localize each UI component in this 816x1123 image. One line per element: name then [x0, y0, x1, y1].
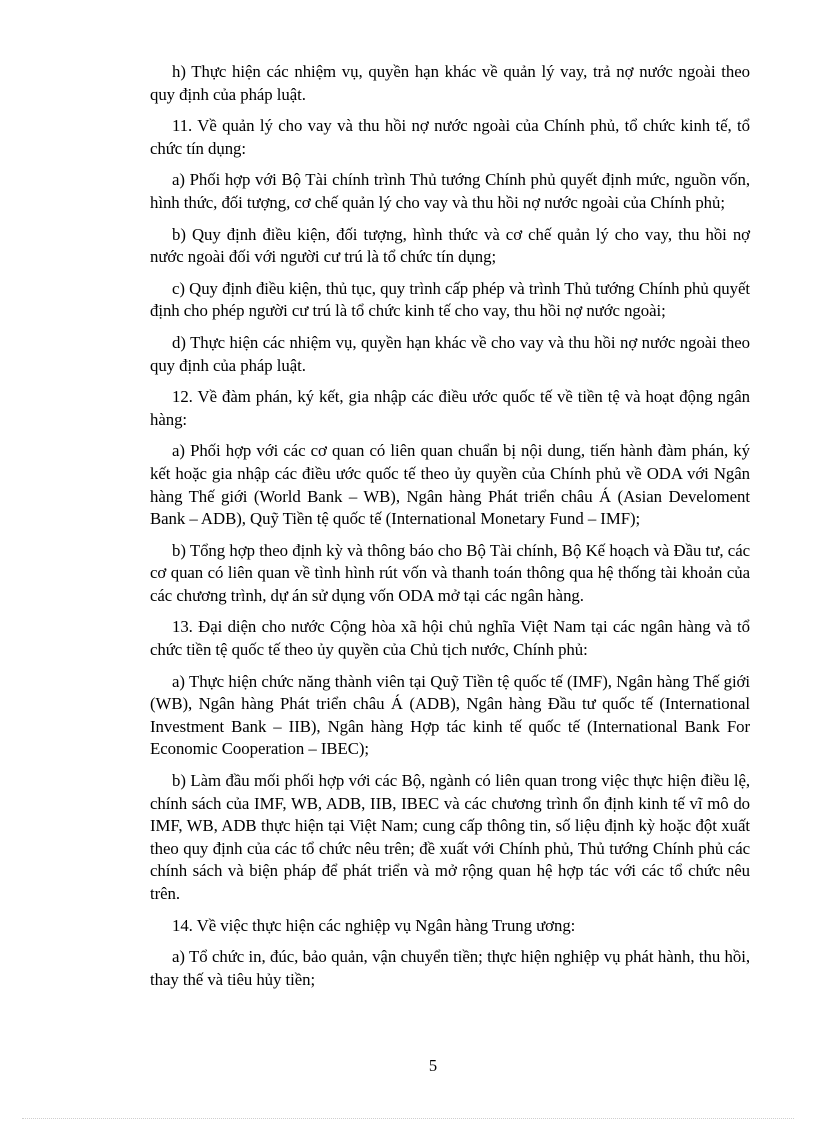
paragraph-11d: d) Thực hiện các nhiệm vụ, quyền hạn khác về cho vay và thu hồi nợ nước ngoài theo quy định của pháp luật. [150, 332, 750, 375]
paragraph-11b: b) Quy định điều kiện, đối tượng, hình thức và cơ chế quản lý cho vay, thu hồi nợ nước ngoài đối với người cư trú là tổ chức tín dụng; [150, 224, 750, 267]
page-bottom-divider [22, 1118, 794, 1119]
paragraph-12-international-treaties: 12. Về đàm phán, ký kết, gia nhập các điều ước quốc tế về tiền tệ và hoạt động ngân hàng: [150, 387, 750, 429]
paragraph-11c: c) Quy định điều kiện, thủ tục, quy trình cấp phép và trình Thủ tướng Chính phủ quyết định cho phép người cư trú là tổ chức kinh tế cho vay, thu hồi nợ nước ngoài; [150, 278, 750, 321]
paragraph-12b: b) Tổng hợp theo định kỳ và thông báo cho Bộ Tài chính, Bộ Kế hoạch và Đầu tư, các cơ quan có liên quan về tình hình rút vốn và thanh toán thông qua hệ thống tài khoản của các chương trình, dự án sử dụng vốn ODA mở tại các ngân hàng. [150, 540, 750, 605]
paragraph-13-representation: 13. Đại diện cho nước Cộng hòa xã hội chủ nghĩa Việt Nam tại các ngân hàng và tổ chức tiền tệ quốc tế theo ủy quyền của Chủ tịch nước, Chính phủ: [150, 617, 750, 660]
paragraph-13a: a) Thực hiện chức năng thành viên tại Quỹ Tiền tệ quốc tế (IMF), Ngân hàng Thế giới (WB), Ngân hàng Phát triển châu Á (ADB), Ngân hàng Đầu tư quốc tế (International Investment Bank – IIB), Ngân hàng Hợp tác kinh tế quốc tế (International Bank For Economic Cooperation – IBEC); [150, 671, 750, 759]
paragraph-12a: a) Phối hợp với các cơ quan có liên quan chuẩn bị nội dung, tiến hành đàm phán, ký kết hoặc gia nhập các điều ước quốc tế theo ủy quyền của Chính phủ về ODA với Ngân hàng Thế giới (World Bank – WB), Ngân hàng Phát triển châu Á (Asian Develoment Bank – ADB), Quỹ Tiền tệ quốc tế (International Monetary Fund – IMF); [150, 441, 750, 529]
paragraph-13b: b) Làm đầu mối phối hợp với các Bộ, ngành có liên quan trong việc thực hiện điều lệ, chính sách của IMF, WB, ADB, IIB, IBEC và các chương trình ổn định kinh tế vĩ mô do IMF, WB, ADB thực hiện tại Việt Nam; cung cấp thông tin, số liệu định kỳ hoặc đột xuất theo quy định của các tổ chức nêu trên; đề xuất với Chính phủ, Thủ tướng Chính phủ các chính sách và biện pháp để phát triển và mở rộng quan hệ hợp tác với các tổ chức nêu trên. [150, 771, 750, 903]
paragraph-11-foreign-lending: 11. Về quản lý cho vay và thu hồi nợ nước ngoài của Chính phủ, tổ chức kinh tế, tổ chức tín dụng: [150, 116, 750, 158]
paragraph-14-central-bank-operations: 14. Về việc thực hiện các nghiệp vụ Ngân hàng Trung ương: [172, 915, 576, 935]
paragraph-h-other-borrowing-duties: h) Thực hiện các nhiệm vụ, quyền hạn khác về quản lý vay, trả nợ nước ngoài theo quy định của pháp luật. [150, 62, 750, 104]
paragraph-14a: a) Tổ chức in, đúc, bảo quản, vận chuyển tiền; thực hiện nghiệp vụ phát hành, thu hồi, thay thế và tiêu hủy tiền; [150, 947, 750, 989]
document-body [150, 61, 750, 1000]
paragraph-11a: a) Phối hợp với Bộ Tài chính trình Thủ tướng Chính phủ quyết định mức, nguồn vốn, hình thức, đối tượng, cơ chế quản lý cho vay và thu hồi nợ nước ngoài của Chính phủ; [150, 170, 750, 212]
page-number: 5 [428, 1056, 438, 1075]
